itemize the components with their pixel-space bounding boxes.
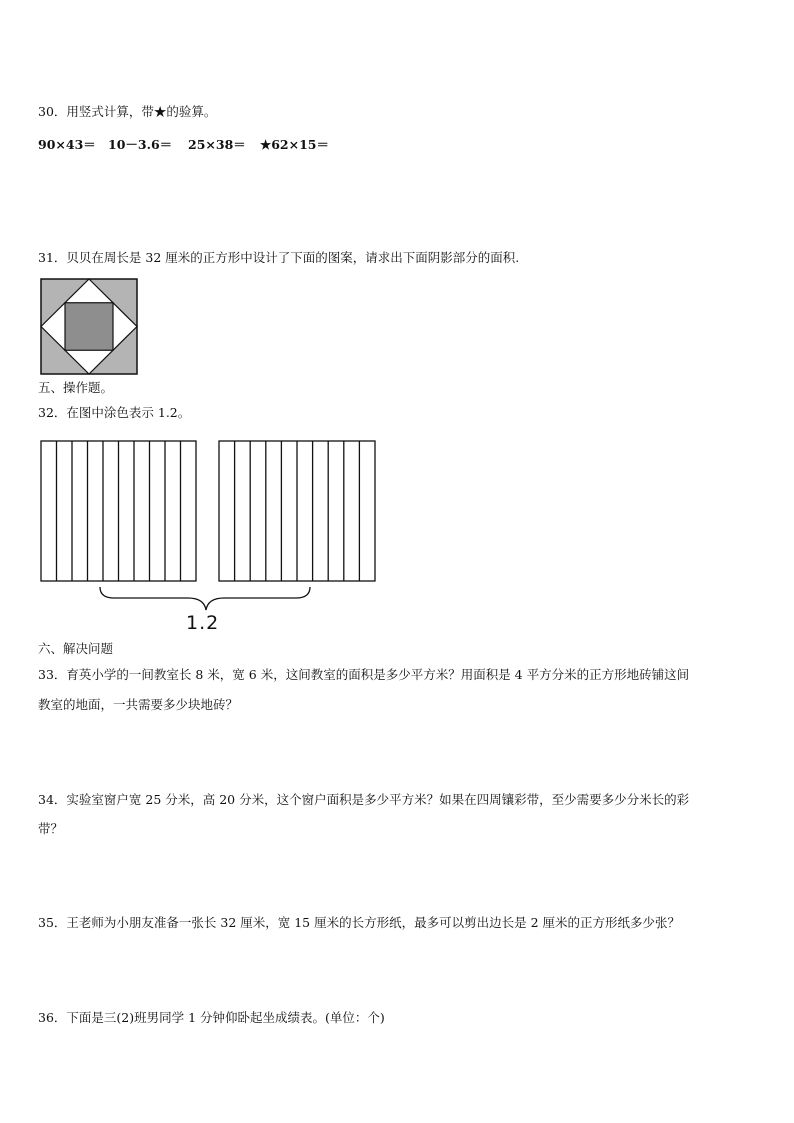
- q34-line-2: 带？: [38, 821, 64, 836]
- section-5-heading: 五、操作题。: [38, 380, 114, 395]
- q35-text: 35．王老师为小朋友准备一张长 32 厘米，宽 15 厘米的长方形纸，最多可以剪出边长是 2 厘米的正方形纸多少张？: [38, 915, 681, 930]
- q30-title: 30．用竖式计算，带★的验算。: [38, 104, 217, 119]
- q32-strip-figure: [38, 440, 383, 610]
- q30-item-1: 90×43＝: [38, 137, 96, 152]
- brace-label: 1.2: [186, 612, 220, 634]
- q30-item-2: 10－3.6＝: [108, 137, 173, 152]
- right-rectangle: [219, 441, 375, 581]
- curly-brace: [100, 587, 310, 610]
- q30-item-3: 25×38＝: [188, 137, 246, 152]
- left-rectangle: [41, 441, 196, 581]
- q32-text: 32．在图中涂色表示 1.2。: [38, 405, 191, 420]
- q31-text: 31．贝贝在周长是 32 厘米的正方形中设计了下面的图案，请求出下面阴影部分的面积.: [38, 250, 520, 265]
- q36-text: 36．下面是三(2)班男同学 1 分钟仰卧起坐成绩表。(单位：个): [38, 1010, 385, 1025]
- section-6-heading: 六、解决问题: [38, 641, 114, 656]
- q34-line-1: 34．实验室窗户宽 25 分米，高 20 分米，这个窗户面积是多少平方米？如果在四周镶彩带，至少需要多少分米长的彩: [38, 792, 690, 807]
- inner-shaded-square: [65, 303, 113, 351]
- q33-line-1: 33．育英小学的一间教室长 8 米，宽 6 米，这间教室的面积是多少平方米？用面积是 4 平方分米的正方形地砖铺这间: [38, 667, 690, 682]
- q30-item-4: ★62×15＝: [260, 137, 329, 152]
- q33-line-2: 教室的地面，一共需要多少块地砖？: [38, 697, 239, 712]
- q31-square-figure: [40, 278, 138, 375]
